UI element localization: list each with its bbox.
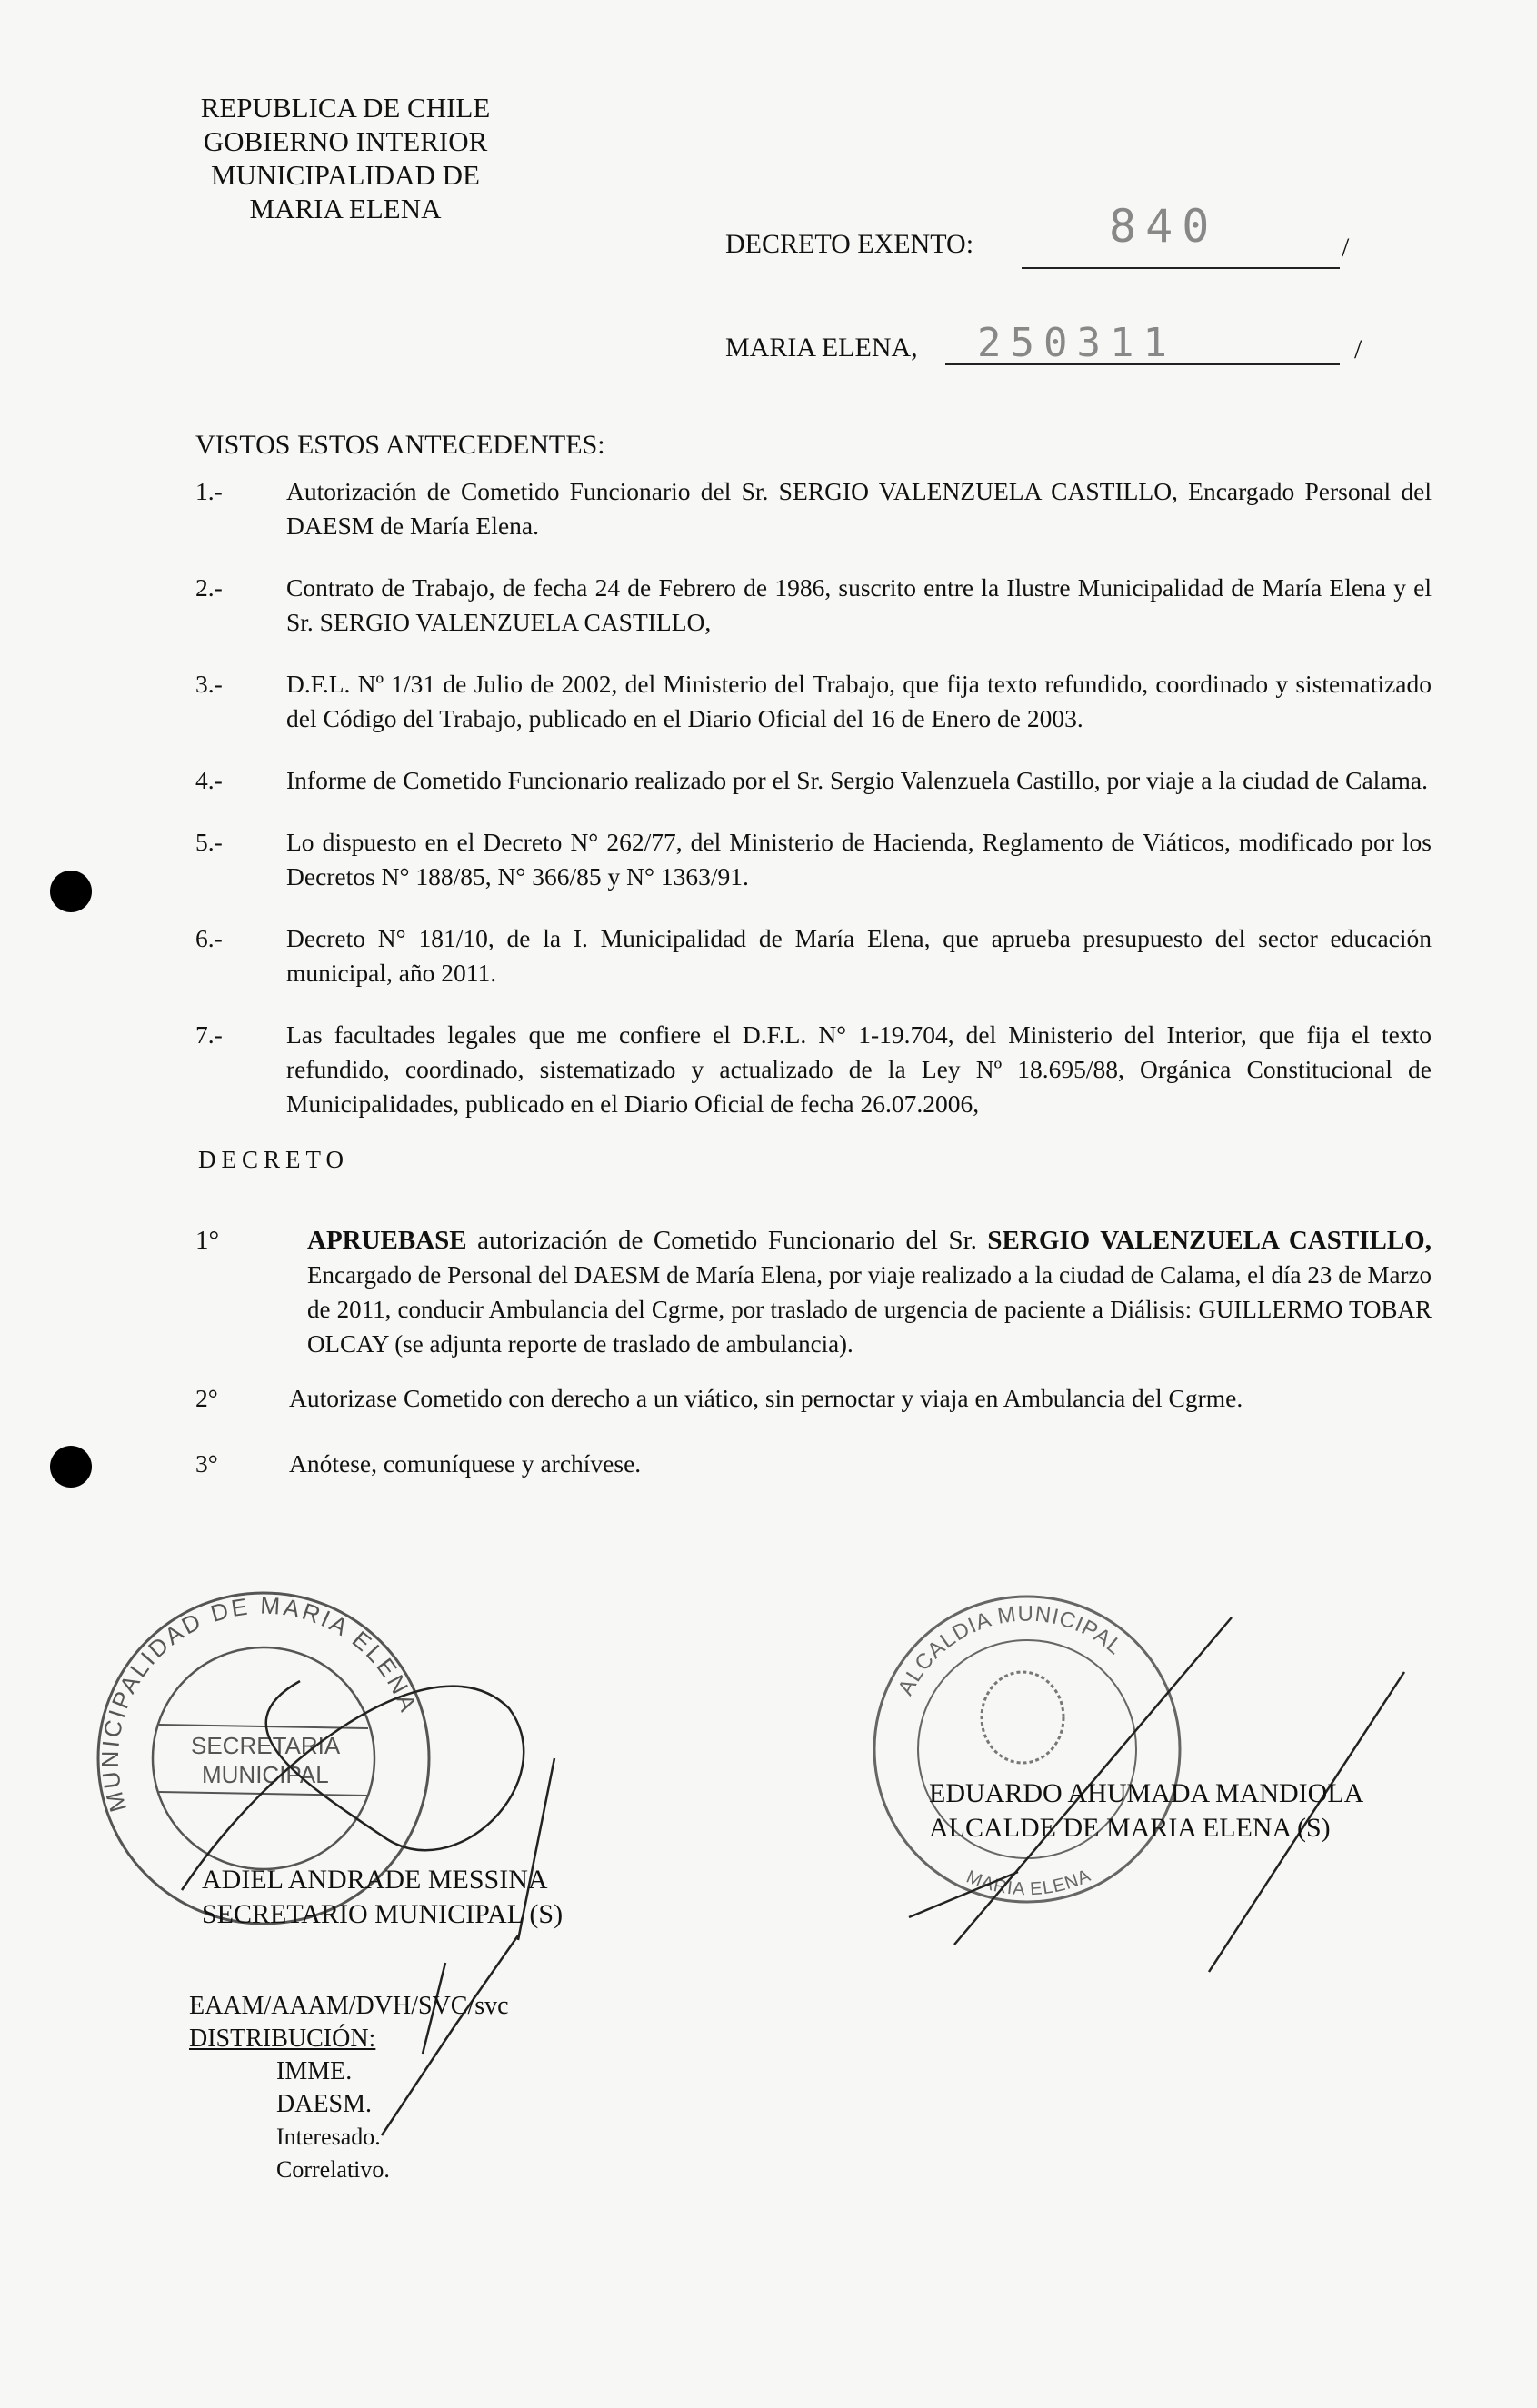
alcaldia-stamp-ring-bottom: MARIA ELENA: [963, 1865, 1094, 1900]
distribution-item: Correlativo.: [276, 2156, 390, 2183]
place-label: MARIA ELENA,: [725, 333, 918, 363]
decree-number-label: DECRETO EXENTO:: [725, 229, 974, 259]
signer-name: ADIEL ANDRADE MESSINA: [202, 1865, 548, 1895]
text-run: Encargado de Personal del DAESM de María Elena, por viaje realizado a la ciudad de Calama, el día 23 de Marzo de 2011, conducir Ambulancia del Cgrme, por traslado de urgencia de paciente a Diálisis: GUILLERMO TOBAR OLCAY (se adjunta reporte de traslado de ambulancia).: [307, 1261, 1432, 1358]
signature-left: [202, 1863, 563, 1932]
item-number: 4.-: [195, 766, 223, 794]
item-text: Autorización de Cometido Funcionario del Sr. SERGIO VALENZUELA CASTILLO, Encargado Personal del DAESM de María Elena.: [286, 477, 1432, 540]
item-number: 5.-: [195, 828, 223, 856]
item-number: 1.-: [195, 477, 223, 505]
item-number: 2°: [195, 1384, 218, 1412]
distribution-item: DAESM.: [276, 2090, 373, 2118]
decree-number: 840: [1109, 200, 1219, 253]
item-text: D.F.L. Nº 1/31 de Julio de 2002, del Ministerio del Trabajo, que fija texto refundido, coordinado y sistematizado del Código del Trabajo, publicado en el Diario Oficial del 16 de Enero de 2003.: [286, 670, 1432, 732]
item-text: Las facultades legales que me confiere el D.F.L. N° 1-19.704, del Ministerio del Interior, que fija el texto refundido, coordinado, sistematizado y actualizado de la Ley Nº 18.695/88, Orgánica Constitucional de Municipalidades, publicado en el Diario Oficial de fecha 26.07.2006,: [286, 1020, 1432, 1118]
header-line: MUNICIPALIDAD DE: [211, 159, 480, 191]
bold-text: SERGIO VALENZUELA CASTILLO,: [987, 1226, 1432, 1255]
distribution-item: Interesado.: [276, 2124, 381, 2150]
header-line: GOBIERNO INTERIOR: [203, 125, 488, 157]
header-line: MARIA ELENA: [249, 193, 442, 224]
signer-title: ALCALDE DE MARIA ELENA (S): [929, 1813, 1331, 1843]
secretaria-stamp-ring: MUNICIPALIDAD DE MARIA ELENA: [95, 1591, 424, 1816]
item-number: 3.-: [195, 670, 223, 698]
item-text: Contrato de Trabajo, de fecha 24 de Febrero de 1986, suscrito entre la Ilustre Municipalidad de María Elena y el Sr. SERGIO VALENZUELA CASTILLO,: [286, 573, 1432, 636]
item-number: 6.-: [195, 924, 223, 952]
item-text: Lo dispuesto en el Decreto N° 262/77, del Ministerio de Hacienda, Reglamento de Viáticos, modificado por los Decretos N° 188/85, N° 366/85 y N° 1363/91.: [286, 828, 1432, 891]
text-run: autorización de Cometido Funcionario del Sr.: [466, 1226, 988, 1255]
item-number: 7.-: [195, 1020, 223, 1049]
item-text: Autorizase Cometido con derecho a un viático, sin pernoctar y viaja en Ambulancia del Cgrme.: [289, 1384, 1243, 1412]
distribution-item: IMME.: [276, 2057, 353, 2085]
item-number: 2.-: [195, 573, 223, 602]
signer-title: SECRETARIO MUNICIPAL (S): [202, 1899, 564, 1929]
header-line: REPUBLICA DE CHILE: [200, 92, 491, 124]
item-text: Anótese, comuníquese y archívese.: [289, 1449, 642, 1478]
alcaldia-stamp: [874, 1597, 1180, 1902]
item-number: 1°: [195, 1226, 220, 1255]
distribution-block: [189, 1990, 509, 2186]
item-text: Decreto N° 181/10, de la I. Municipalidad de María Elena, que aprueba presupuesto del sector educación municipal, año 2011.: [286, 924, 1432, 987]
item-text: Informe de Cometido Funcionario realizado por el Sr. Sergio Valenzuela Castillo, por viaje a la ciudad de Calama.: [286, 766, 1428, 794]
item-number: 3°: [195, 1449, 218, 1478]
bold-text: APRUEBASE: [307, 1226, 467, 1255]
slash: /: [1354, 334, 1362, 364]
decree-date: 250311: [977, 320, 1176, 366]
decreto-title: DECRETO: [198, 1146, 350, 1173]
vistos-title: VISTOS ESTOS ANTECEDENTES:: [195, 430, 605, 460]
initials: EAAM/AAAM/DVH/SVC/svc: [189, 1992, 509, 2020]
secretaria-stamp-center: MUNICIPAL: [202, 1761, 329, 1788]
distribution-label: DISTRIBUCIÓN:: [189, 2025, 376, 2053]
secretaria-stamp-center: SECRETARIA: [191, 1732, 341, 1759]
slash: /: [1342, 233, 1350, 263]
alcaldia-stamp-ring: ALCALDIA MUNICIPAL: [893, 1601, 1128, 1700]
signer-name: EDUARDO AHUMADA MANDIOLA: [929, 1778, 1364, 1808]
signature-right: [929, 1776, 1363, 1846]
